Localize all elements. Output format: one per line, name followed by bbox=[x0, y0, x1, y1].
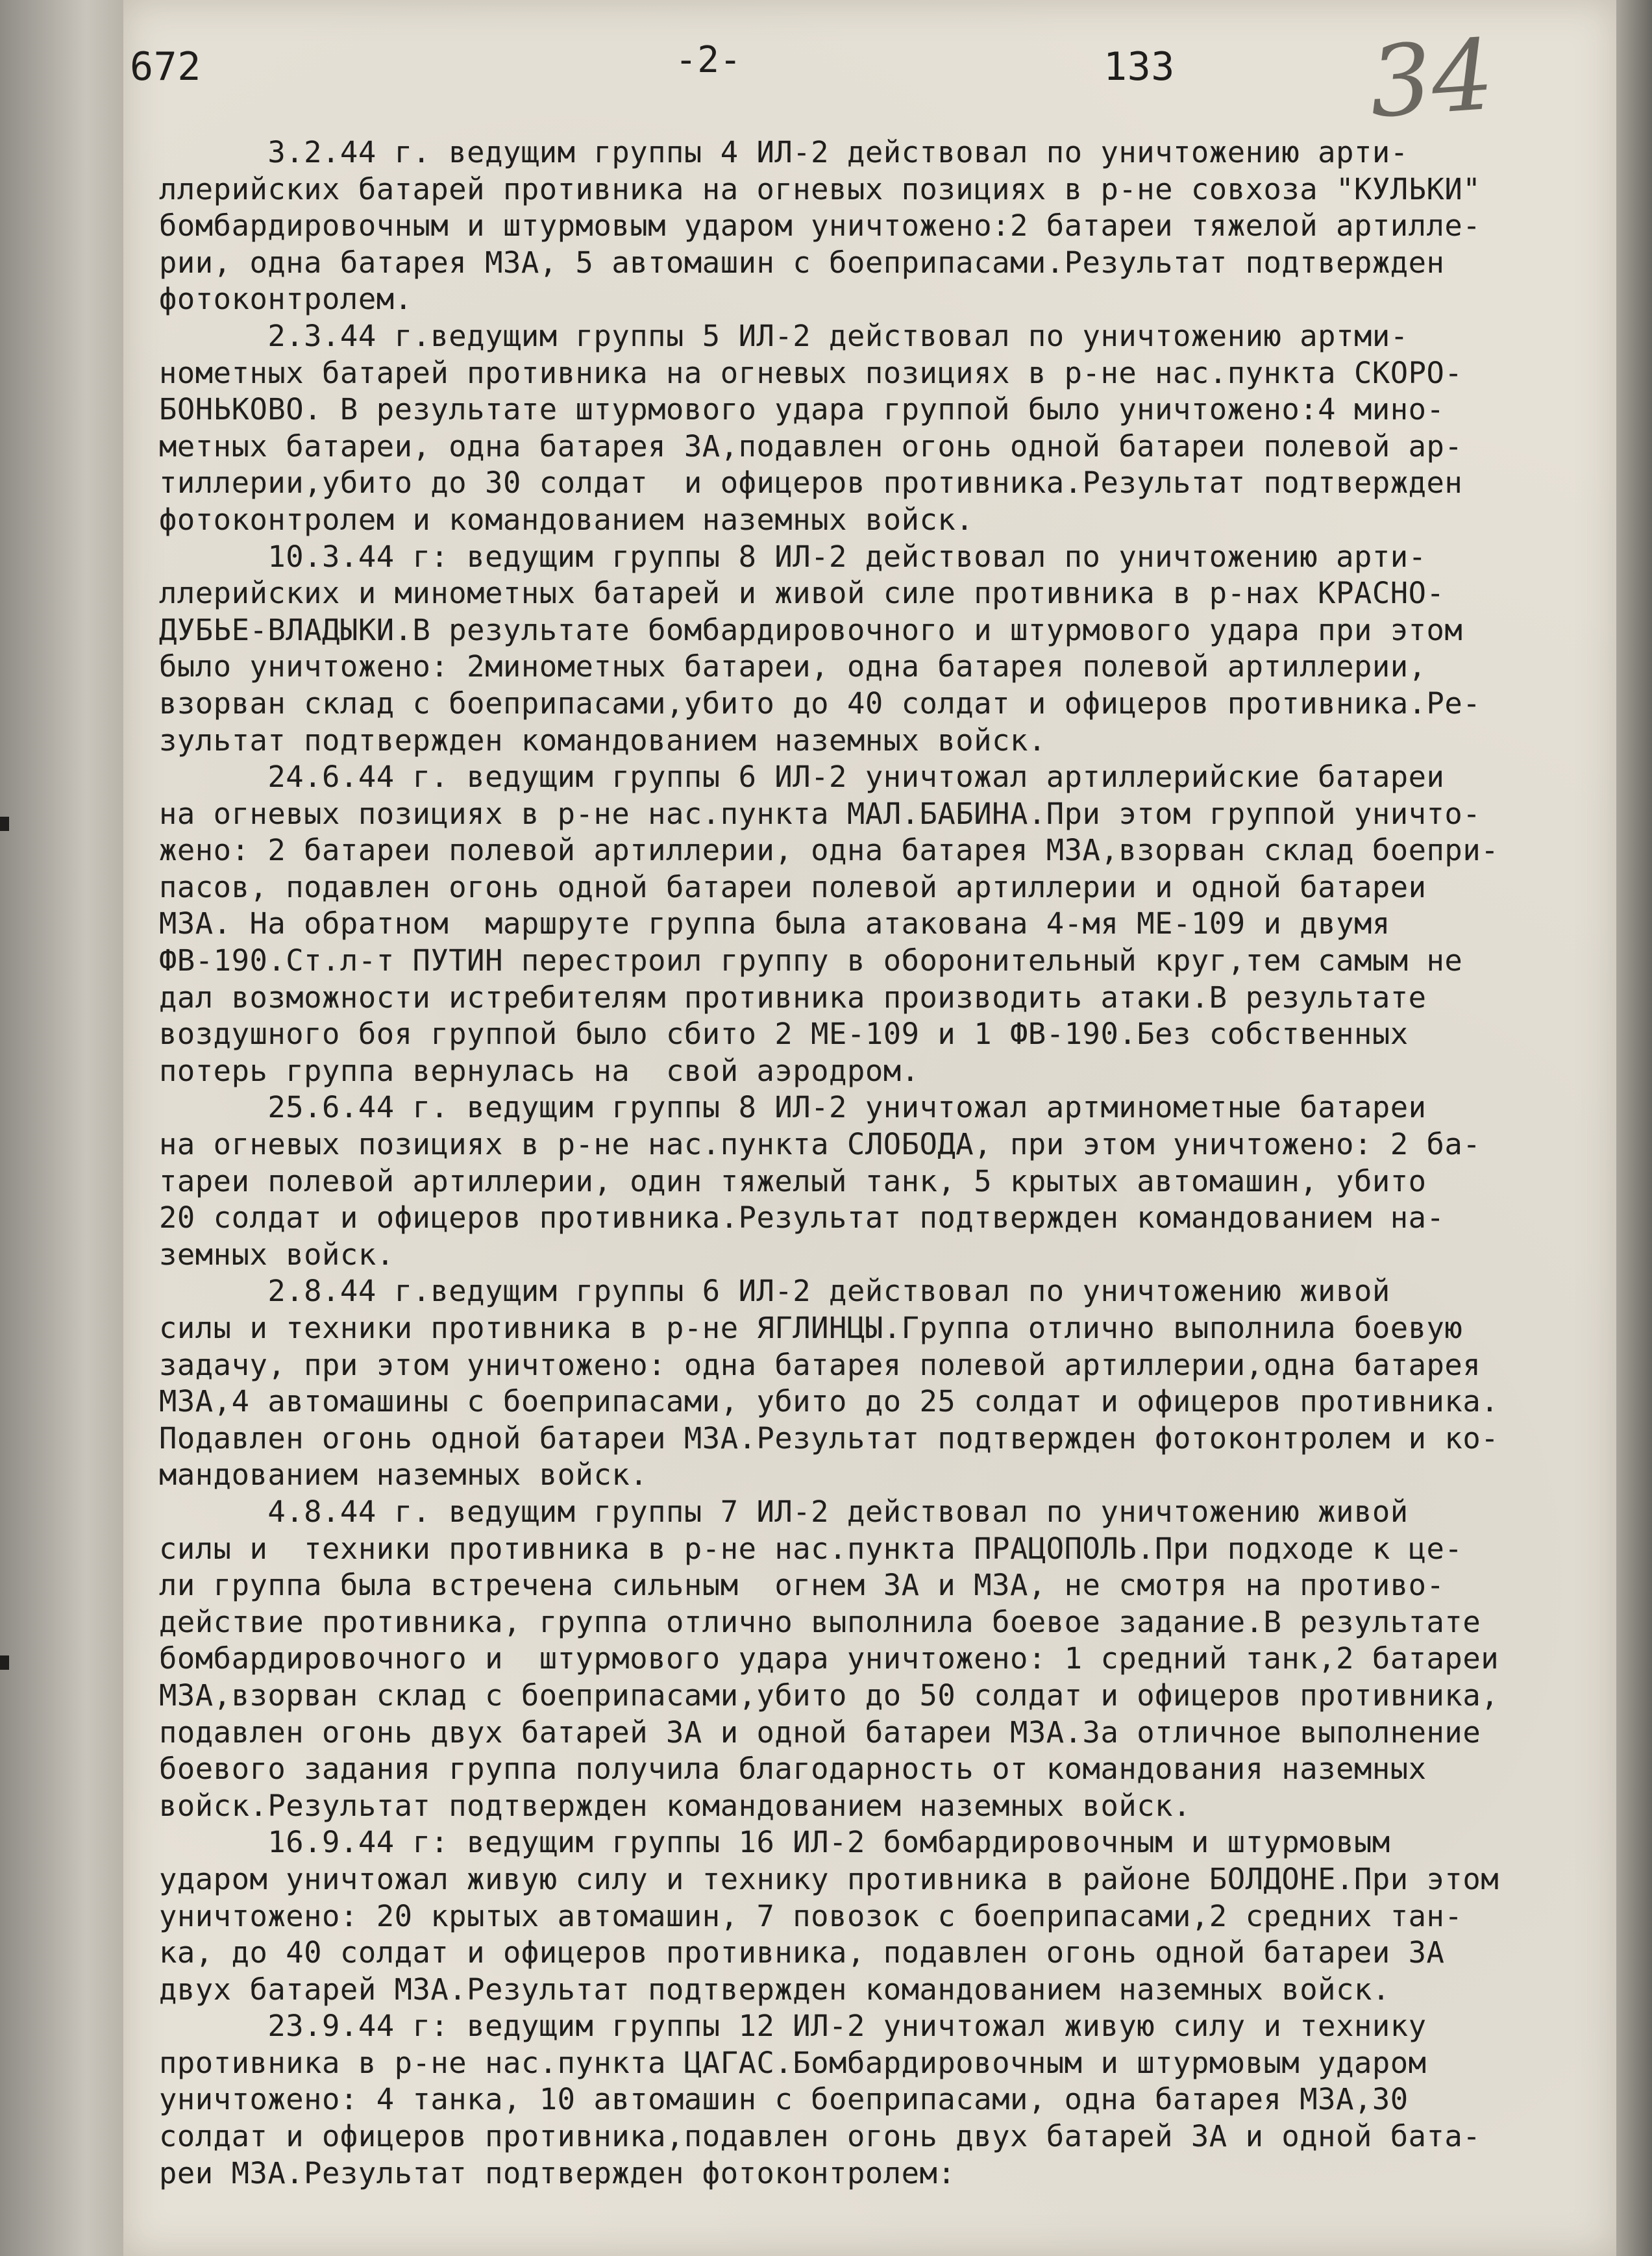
text-line: жено: 2 батареи полевой артиллерии, одна батарея МЗА,взорван склад боепри- bbox=[159, 833, 1499, 868]
text-line: воздушного боя группой было сбито 2 МЕ-109 и 1 ФВ-190.Без собственных bbox=[159, 1017, 1409, 1052]
text-line: МЗА,4 автомашины с боеприпасами, убито до 25 солдат и офицеров противника. bbox=[159, 1384, 1499, 1419]
text-line: тиллерии,убито до 30 солдат и офицеров противника.Результат подтвержден bbox=[159, 465, 1463, 501]
text-line: бомбардировочным и штурмовым ударом уничтожено:2 батареи тяжелой артилле- bbox=[159, 208, 1481, 243]
text-line: пасов, подавлен огонь одной батареи полевой артиллерии и одной батареи bbox=[159, 869, 1427, 904]
text-line: солдат и офицеров противника,подавлен огонь двух батарей ЗА и одной бата- bbox=[159, 2119, 1481, 2154]
text-line: действие противника, группа отлично выполнила боевое задание.В результате bbox=[159, 1604, 1481, 1639]
text-line: двух батарей МЗА.Результат подтвержден командованием наземных войск. bbox=[159, 1972, 1390, 2007]
text-line: 10.3.44 г: ведущим группы 8 ИЛ-2 действовал по уничтожению арти- bbox=[159, 539, 1427, 574]
text-line: подавлен огонь двух батарей ЗА и одной батареи МЗА.За отличное выполнение bbox=[159, 1715, 1481, 1750]
text-line: потерь группа вернулась на свой аэродром. bbox=[159, 1053, 920, 1088]
punch-mark bbox=[0, 817, 9, 831]
text-line: ударом уничтожал живую силу и технику противника в районе БОЛДОНЕ.При этом bbox=[159, 1861, 1499, 1896]
text-line: силы и техники противника в р-не ЯГЛИНЦЫ.Группа отлично выполнила боевую bbox=[159, 1311, 1463, 1345]
text-line: ка, до 40 солдат и офицеров противника, подавлен огонь одной батареи ЗА bbox=[159, 1935, 1445, 1970]
text-line: на огневых позициях в р-не нас.пункта МАЛ.БАБИНА.При этом группой уничто- bbox=[159, 796, 1481, 831]
text-line: 4.8.44 г. ведущим группы 7 ИЛ-2 действовал по уничтожению живой bbox=[159, 1494, 1409, 1529]
handwritten-folio-mark: 34 bbox=[1366, 18, 1498, 140]
sheet-number: -2- bbox=[675, 39, 742, 81]
text-line: 25.6.44 г. ведущим группы 8 ИЛ-2 уничтожал артминометные батареи bbox=[159, 1090, 1427, 1125]
text-line: уничтожено: 4 танка, 10 автомашин с боеприпасами, одна батарея МЗА,30 bbox=[159, 2082, 1409, 2117]
text-line: Подавлен огонь одной батареи МЗА.Результат подтвержден фотоконтролем и ко- bbox=[159, 1420, 1499, 1456]
document-body bbox=[159, 134, 1616, 2192]
text-line: метных батареи, одна батарея ЗА,подавлен огонь одной батареи полевой ар- bbox=[159, 428, 1463, 464]
text-line: боевого задания группа получила благодарность от командования наземных bbox=[159, 1752, 1427, 1787]
text-line: ллерийских батарей противника на огневых позициях в р-не совхоза "КУЛЬКИ" bbox=[159, 171, 1481, 206]
text-line: рии, одна батарея МЗА, 5 автомашин с боеприпасами.Результат подтвержден bbox=[159, 245, 1445, 280]
archive-page-number: 672 bbox=[130, 44, 201, 90]
text-line: 23.9.44 г: ведущим группы 12 ИЛ-2 уничтожал живую силу и технику bbox=[159, 2009, 1427, 2044]
text-line: 2.3.44 г.ведущим группы 5 ИЛ-2 действовал по уничтожению артми- bbox=[159, 318, 1409, 353]
text-line: 20 солдат и офицеров противника.Результат подтвержден командованием на- bbox=[159, 1200, 1445, 1235]
text-line: дал возможности истребителям противника производить атаки.В результате bbox=[159, 980, 1427, 1015]
text-line: ДУБЬЕ-ВЛАДЫКИ.В результате бомбардировочного и штурмового удара при этом bbox=[159, 612, 1463, 647]
punch-mark bbox=[0, 1655, 9, 1670]
text-line: было уничтожено: 2минометных батареи, одна батарея полевой артиллерии, bbox=[159, 649, 1427, 684]
text-line: фотоконтролем. bbox=[159, 282, 413, 317]
text-line: ФВ-190.Ст.л-т ПУТИН перестроил группу в оборонительный круг,тем самым не bbox=[159, 943, 1463, 978]
text-line: 3.2.44 г. ведущим группы 4 ИЛ-2 действовал по уничтожению арти- bbox=[159, 135, 1409, 169]
text-line: силы и техники противника в р-не нас.пункта ПРАЦОПОЛЬ.При подходе к це- bbox=[159, 1531, 1463, 1566]
text-line: 24.6.44 г. ведущим группы 6 ИЛ-2 уничтожал артиллерийские батареи bbox=[159, 760, 1445, 795]
text-line: реи МЗА.Результат подтвержден фотоконтролем: bbox=[159, 2155, 956, 2190]
text-line: тареи полевой артиллерии, один тяжелый танк, 5 крытых автомашин, убито bbox=[159, 1163, 1427, 1198]
folio-number: 133 bbox=[1103, 44, 1175, 90]
text-line: противника в р-не нас.пункта ЦАГАС.Бомбардировочным и штурмовым ударом bbox=[159, 2045, 1427, 2080]
text-line: БОНЬКОВО. В результате штурмового удара группой было уничтожено:4 мино- bbox=[159, 392, 1445, 427]
text-line: зультат подтвержден командованием наземных войск. bbox=[159, 723, 1046, 758]
text-line: МЗА. На обратном маршруте группа была атакована 4-мя МЕ-109 и двумя bbox=[159, 906, 1390, 941]
page-edge-right bbox=[1616, 0, 1652, 2256]
text-line: МЗА,взорван склад с боеприпасами,убито до 50 солдат и офицеров противника, bbox=[159, 1678, 1499, 1713]
text-line: 16.9.44 г: ведущим группы 16 ИЛ-2 бомбардировочным и штурмовым bbox=[159, 1825, 1390, 1860]
binding-edge bbox=[0, 0, 123, 2256]
text-line: ллерийских и минометных батарей и живой силе противника в р-нах КРАСНО- bbox=[159, 576, 1445, 611]
text-line: фотоконтролем и командованием наземных войск. bbox=[159, 502, 974, 537]
text-line: земных войск. bbox=[159, 1237, 395, 1272]
text-line: 2.8.44 г.ведущим группы 6 ИЛ-2 действовал по уничтожению живой bbox=[159, 1274, 1390, 1309]
text-line: бомбардировочного и штурмового удара уничтожено: 1 средний танк,2 батареи bbox=[159, 1641, 1499, 1676]
text-line: взорван склад с боеприпасами,убито до 40 солдат и офицеров противника.Ре- bbox=[159, 686, 1481, 721]
text-line: ли группа была встречена сильным огнем ЗА и МЗА, не смотря на противо- bbox=[159, 1568, 1445, 1603]
text-line: нометных батарей противника на огневых позициях в р-не нас.пункта СКОРО- bbox=[159, 355, 1463, 390]
text-line: мандованием наземных войск. bbox=[159, 1457, 648, 1493]
text-line: войск.Результат подтвержден командованием наземных войск. bbox=[159, 1788, 1191, 1823]
text-line: на огневых позициях в р-не нас.пункта СЛОБОДА, при этом уничтожено: 2 ба- bbox=[159, 1127, 1481, 1162]
text-line: задачу, при этом уничтожено: одна батарея полевой артиллерии,одна батарея bbox=[159, 1347, 1481, 1382]
text-line: уничтожено: 20 крытых автомашин, 7 повозок с боеприпасами,2 средних тан- bbox=[159, 1898, 1463, 1933]
